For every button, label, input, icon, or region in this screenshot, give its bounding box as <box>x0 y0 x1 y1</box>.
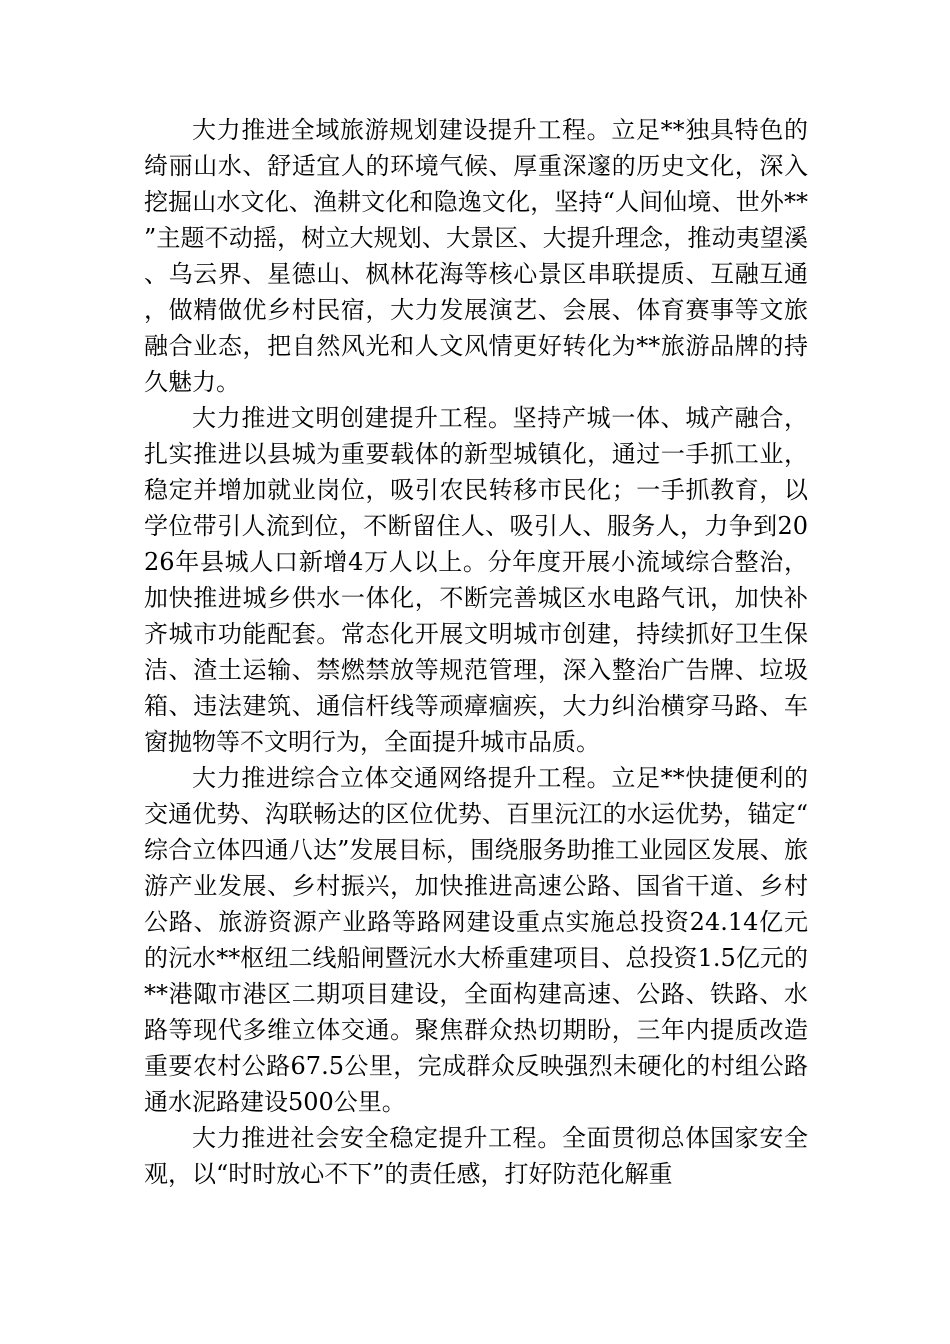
paragraph-transport-network: 大力推进综合立体交通网络提升工程。立足**快捷便利的交通优势、沟联畅达的区位优势、百里沅江的水运优势，锚定“综合立体四通八达”发展目标，围绕服务助推工业园区发展、旅游产业发展、乡村振兴，加快推进高速公路、国省干道、乡村公路、旅游资源产业路等路网建设重点实施总投资24.14亿元的沅水**枢纽二线船闸暨沅水大桥重建项目、总投资1.5亿元的**港陬市港区二期项目建设，全面构建高速、公路、铁路、水路等现代多维立体交通。聚焦群众热切期盼，三年内提质改造重要农村公路67.5公里，完成群众反映强烈未硬化的村组公路通水泥路建设500公里。 <box>144 764 808 1116</box>
paragraph-civilization-building: 大力推进文明创建提升工程。坚持产城一体、城产融合，扎实推进以县城为重要载体的新型城镇化，通过一手抓工业，稳定并增加就业岗位，吸引农民转移市民化；一手抓教育，以学位带引人流到位，不断留住人、吸引人、服务人，力争到2026年县城人口新增4万人以上。分年度开展小流域综合整治，加快推进城乡供水一体化，不断完善城区水电路气讯，加快补齐城市功能配套。常态化开展文明城市创建，持续抓好卫生保洁、渣土运输、禁燃禁放等规范管理，深入整治广告牌、垃圾箱、违法建筑、通信杆线等顽瘴痼疾，大力纠治横穿马路、车窗抛物等不文明行为，全面提升城市品质。 <box>144 404 808 756</box>
paragraph-tourism-planning: 大力推进全域旅游规划建设提升工程。立足**独具特色的绮丽山水、舒适宜人的环境气候、厚重深邃的历史文化，深入挖掘山水文化、渔耕文化和隐逸文化，坚持“人间仙境、世外**”主题不动摇，树立大规划、大景区、大提升理念，推动夷望溪、乌云界、星德山、枫林花海等核心景区串联提质、互融互通，做精做优乡村民宿，大力发展演艺、会展、体育赛事等文旅融合业态，把自然风光和人文风情更好转化为**旅游品牌的持久魅力。 <box>144 116 808 396</box>
document-page <box>144 112 808 1192</box>
paragraph-social-security: 大力推进社会安全稳定提升工程。全面贯彻总体国家安全观，以“时时放心不下”的责任感，打好防范化解重 <box>144 1124 808 1188</box>
